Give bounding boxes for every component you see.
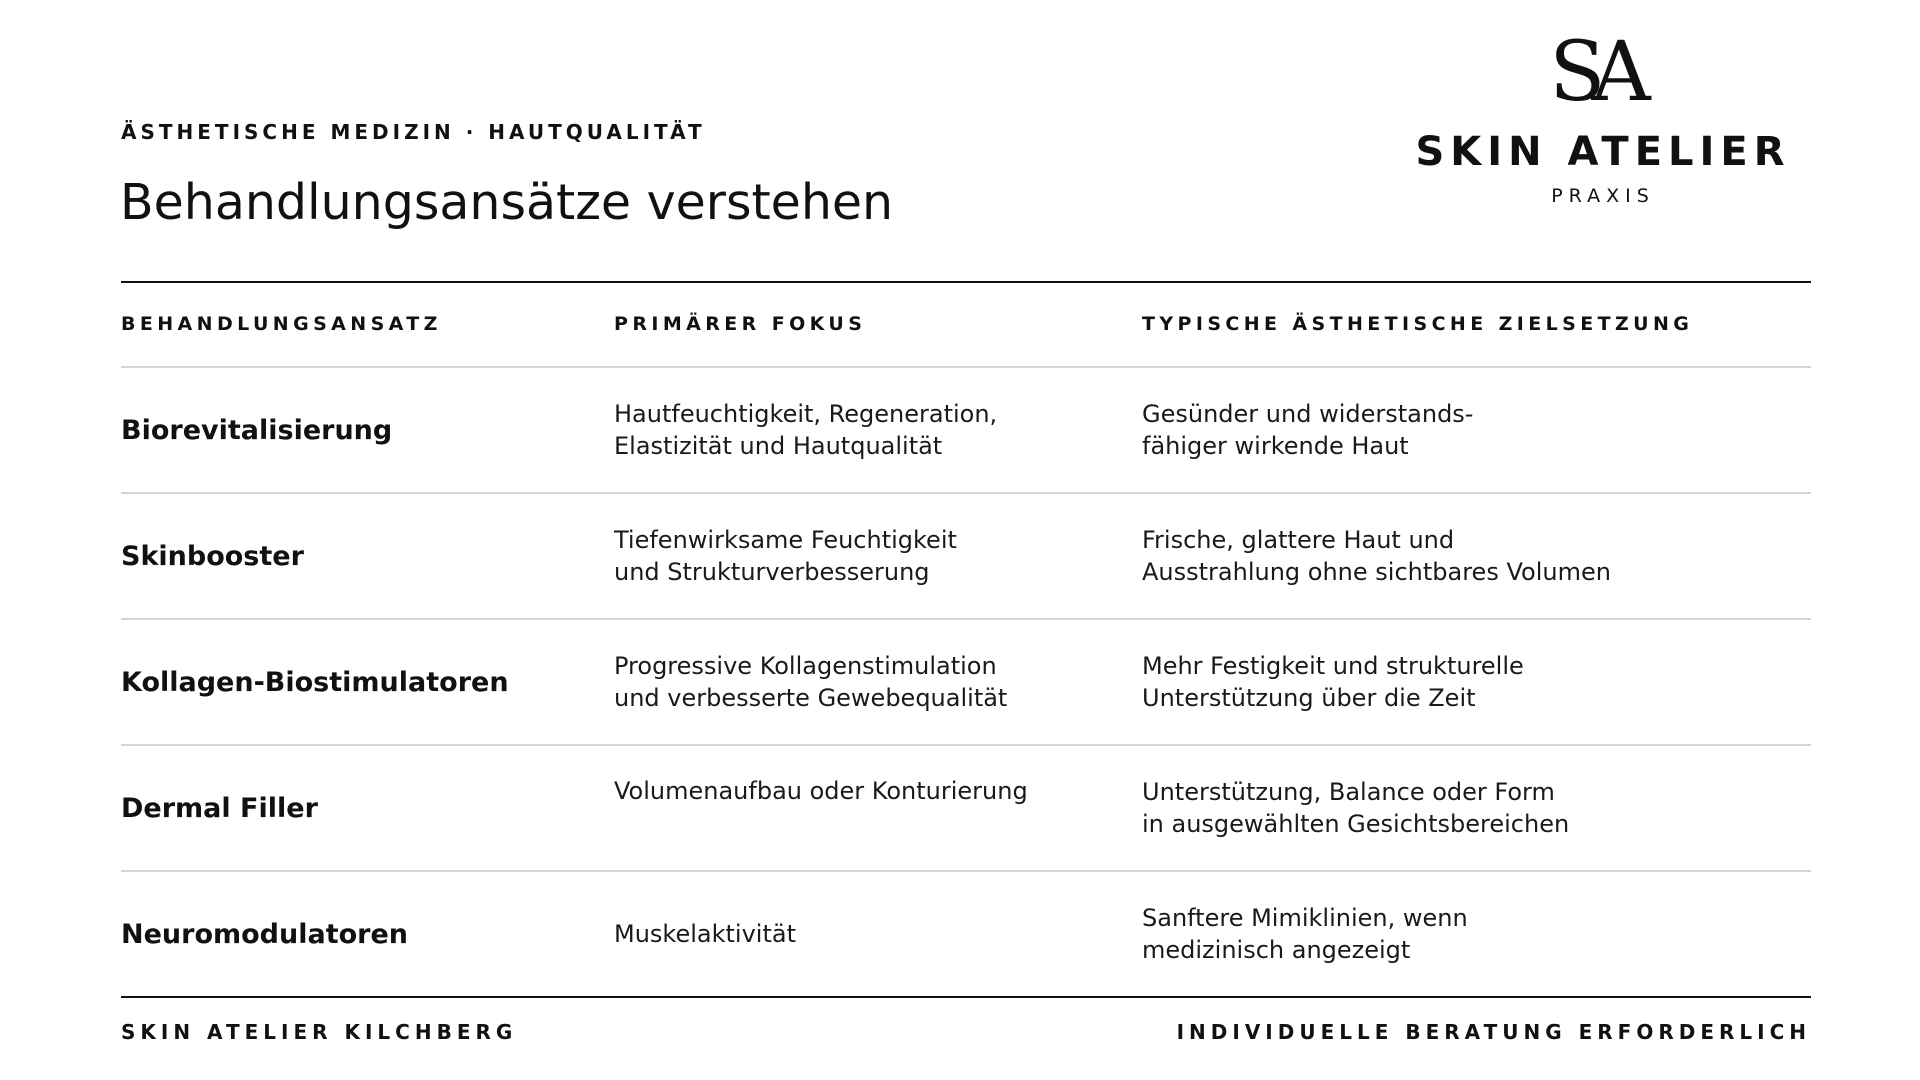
aesthetic-goal — [1142, 746, 1569, 870]
treatment-name: Neuromodulatoren — [121, 918, 409, 950]
treatment-name: Kollagen-Biostimulatoren — [121, 666, 509, 698]
goal-line: fähiger wirkende Haut — [1142, 432, 1409, 460]
focus-line: und verbesserte Gewebequalität — [614, 684, 1008, 712]
goal-line: Mehr Festigkeit und strukturelle — [1142, 652, 1524, 680]
footer-location: SKIN ATELIER KILCHBERG — [121, 1020, 518, 1044]
aesthetic-goal — [1142, 620, 1524, 744]
brand-subtitle: PRAXIS — [1551, 185, 1655, 207]
bottom-divider — [121, 996, 1811, 998]
column-header-goal: TYPISCHE ÄSTHETISCHE ZIELSETZUNG — [1142, 313, 1694, 335]
goal-line: Sanftere Mimiklinien, wenn — [1142, 904, 1468, 932]
primary-focus — [614, 368, 997, 492]
column-header-focus: PRIMÄRER FOKUS — [614, 313, 867, 335]
treatment-name: Skinbooster — [121, 540, 304, 572]
treatment-name: Biorevitalisierung — [121, 414, 393, 446]
focus-line: Tiefenwirksame Feuchtigkeit — [614, 526, 957, 554]
table-row — [121, 746, 1811, 872]
brand-name: SKIN ATELIER — [1415, 129, 1791, 175]
table-row — [121, 872, 1811, 997]
page-title: Behandlungsansätze verstehen — [120, 174, 894, 231]
goal-line: Gesünder und widerstands- — [1142, 400, 1474, 428]
column-header-approach: BEHANDLUNGSANSATZ — [121, 313, 442, 335]
eyebrow-label: ÄSTHETISCHE MEDIZIN · HAUTQUALITÄT — [121, 120, 706, 144]
table-row — [121, 620, 1811, 746]
focus-line: Hautfeuchtigkeit, Regeneration, — [614, 400, 998, 428]
table-row — [121, 494, 1811, 620]
goal-line: in ausgewählten Gesichtsbereichen — [1142, 810, 1570, 838]
brand-monogram: SA — [1549, 25, 1637, 120]
goal-line: Unterstützung, Balance oder Form — [1142, 778, 1555, 806]
brand-logo — [1380, 25, 1820, 208]
aesthetic-goal — [1142, 494, 1611, 618]
focus-line: Muskelaktivität — [614, 920, 796, 948]
goal-line: Ausstrahlung ohne sichtbares Volumen — [1142, 558, 1611, 586]
primary-focus — [614, 620, 1007, 744]
treatment-name: Dermal Filler — [121, 792, 318, 824]
aesthetic-goal — [1142, 872, 1468, 996]
goal-line: Unterstützung über die Zeit — [1142, 684, 1476, 712]
focus-line: Progressive Kollagenstimulation — [614, 652, 997, 680]
goal-line: medizinisch angezeigt — [1142, 936, 1411, 964]
primary-focus — [614, 872, 796, 996]
primary-focus — [614, 746, 1028, 870]
focus-line: Volumenaufbau oder Konturierung — [614, 777, 1028, 805]
table-row — [121, 368, 1811, 494]
treatment-table — [121, 283, 1811, 997]
aesthetic-goal — [1142, 368, 1473, 492]
goal-line: Frische, glattere Haut und — [1142, 526, 1455, 554]
focus-line: Elastizität und Hautqualität — [614, 432, 943, 460]
table-header — [121, 283, 1811, 368]
primary-focus — [614, 494, 957, 618]
footer-note: INDIVIDUELLE BERATUNG ERFORDERLICH — [1176, 1020, 1811, 1044]
focus-line: und Strukturverbesserung — [614, 558, 930, 586]
